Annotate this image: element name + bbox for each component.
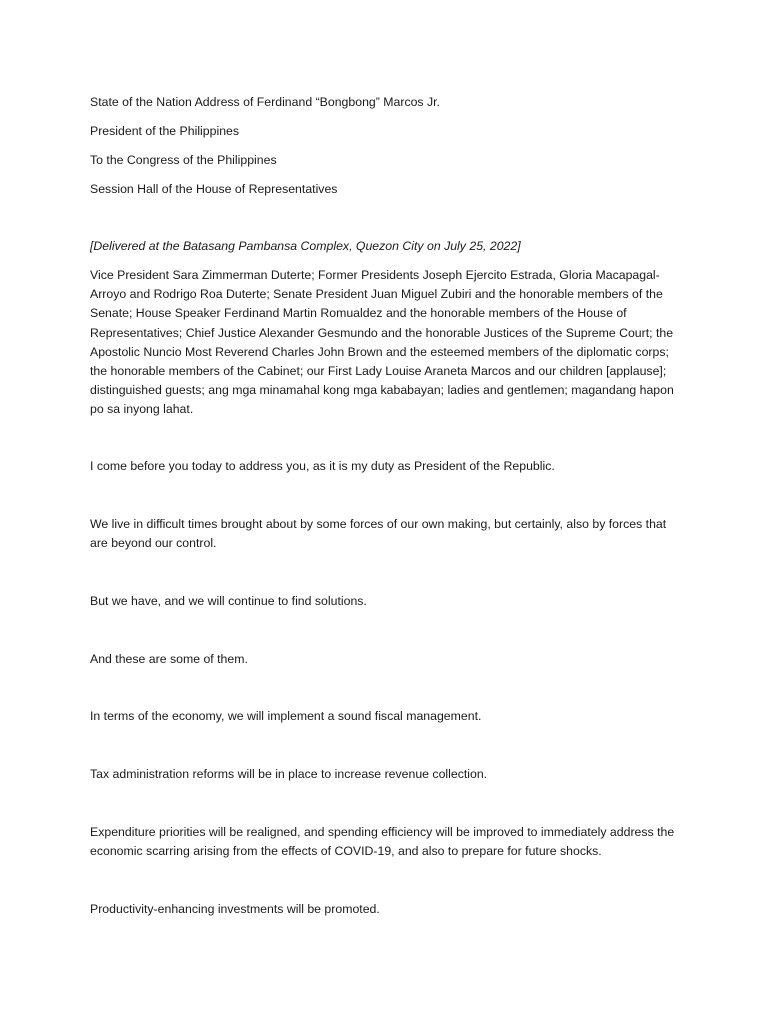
salutation-paragraph: Vice President Sara Zimmerman Duterte; Former Presidents Joseph Ejercito Estrada, Gloria Macapagal-Arroyo and Rodrigo Roa Duterte; Senate President Juan Miguel Zubiri and the honorable members of the Senate; House Speaker Ferdinand Martin Romualdez and the honorable members of the House of Representatives; Chief Justice Alexander Gesmundo and the honorable Justices of the Supreme Court; the Apostolic Nuncio Most Reverend Charles John Brown and the esteemed members of the diplomatic corps; the honorable members of the Cabinet; our First Lady Louise Araneta Marcos and our children [applause]; distinguished guests; ang mga minamahal kong mga kababayan; ladies and gentlemen; magandang hapon po sa inyong lahat. [90,268,674,417]
document-venue: Session Hall of the House of Representatives [90,182,338,196]
body-paragraph: We live in difficult times brought about by some forces of our own making, but certainly, also by forces that are beyond our control. [90,517,667,551]
body-paragraph: Tax administration reforms will be in place to increase revenue collection. [90,767,488,781]
delivery-note: [Delivered at the Batasang Pambansa Complex, Quezon City on July 25, 2022] [90,239,521,253]
body-paragraph: And these are some of them. [90,652,248,666]
body-paragraph: But we have, and we will continue to find solutions. [90,594,367,608]
document-title: State of the Nation Address of Ferdinand “Bongbong” Marcos Jr. [90,95,440,109]
body-paragraph: Productivity-enhancing investments will be promoted. [90,902,380,916]
document-audience: To the Congress of the Philippines [90,153,277,167]
body-paragraph: Expenditure priorities will be realigned, and spending efficiency will be improved to immediately address the economic scarring arising from the effects of COVID-19, and also to prepare for future shocks. [90,825,675,859]
document-office: President of the Philippines [90,124,240,138]
body-paragraph: I come before you today to address you, as it is my duty as President of the Republic. [90,459,555,473]
body-paragraph: In terms of the economy, we will implement a sound fiscal management. [90,709,482,723]
